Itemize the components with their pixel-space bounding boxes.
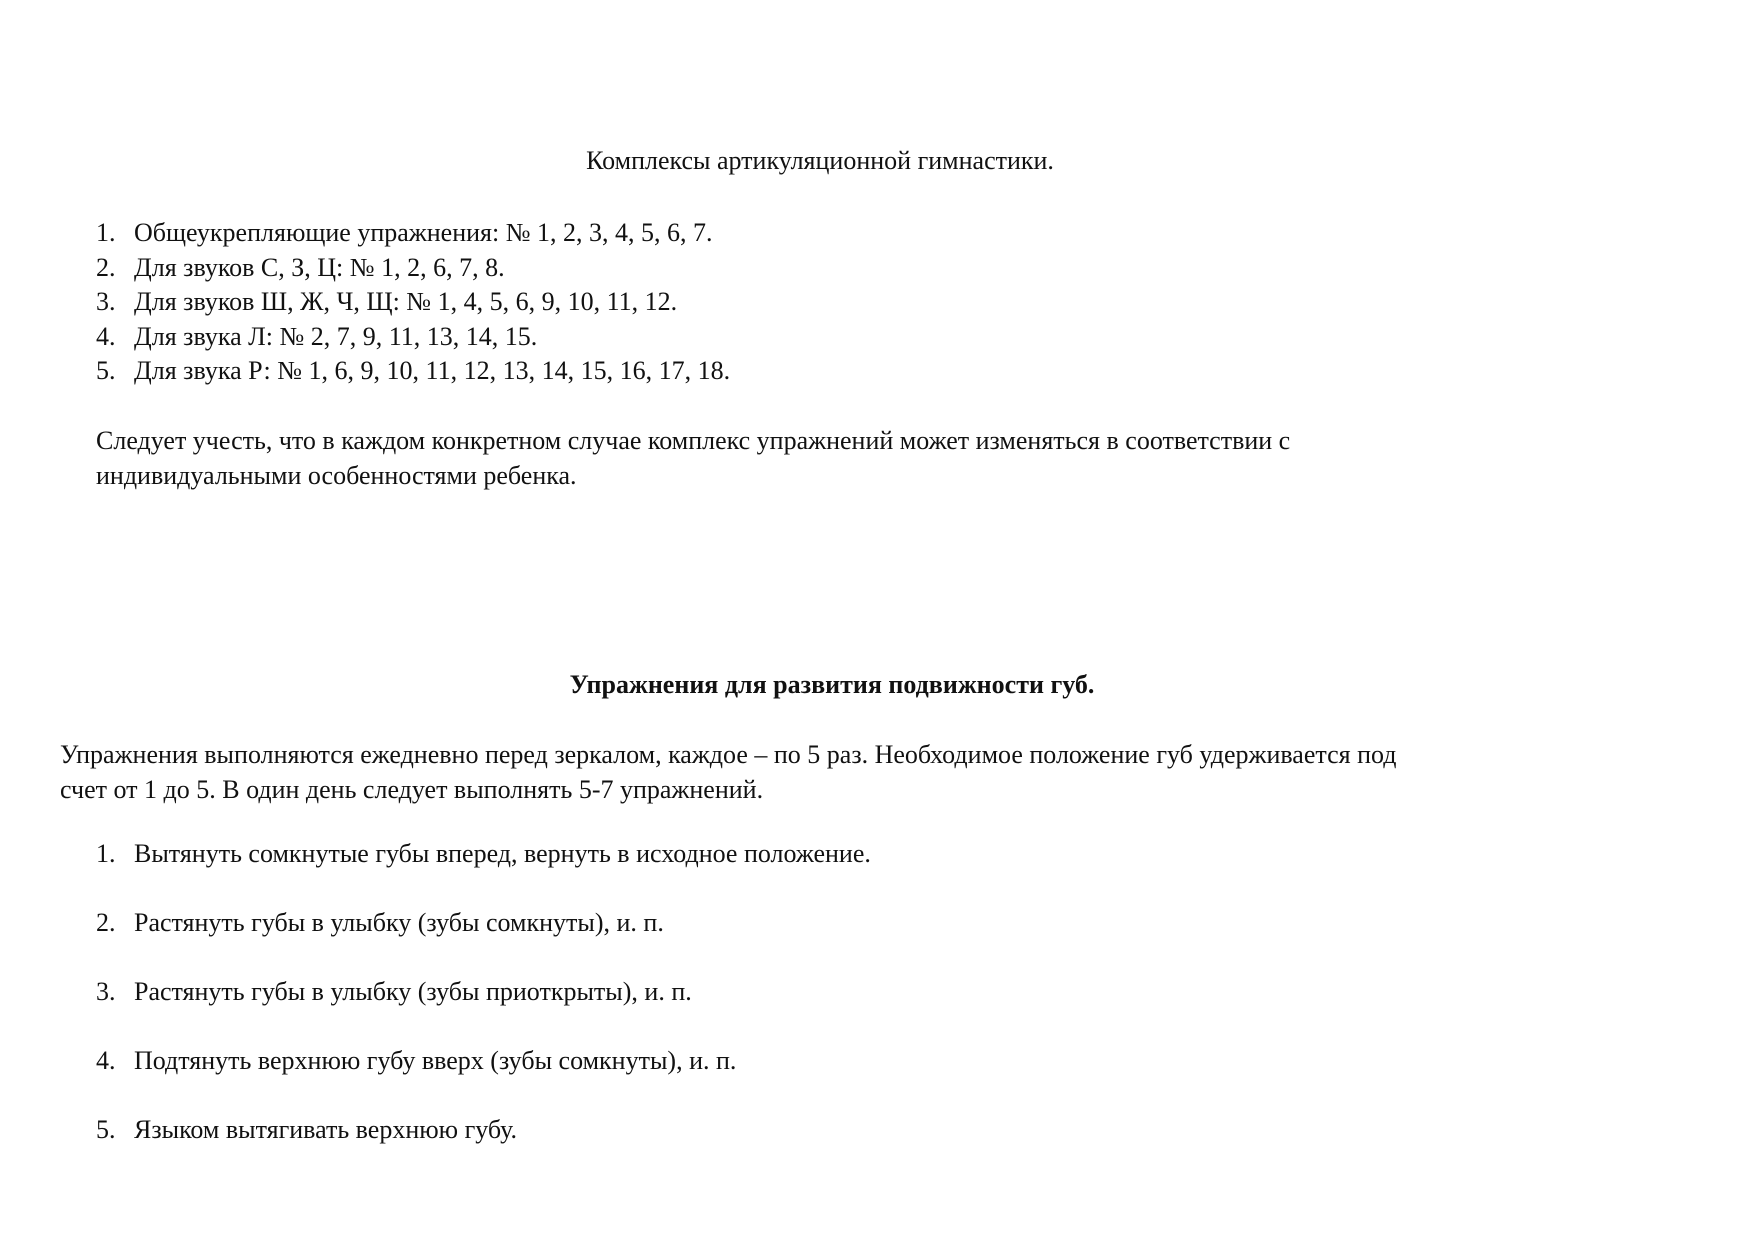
list-item-text: Подтянуть верхнюю губу вверх (зубы сомкнуты), и. п. bbox=[134, 1046, 737, 1075]
intro-line: Упражнения выполняются ежедневно перед зеркалом, каждое – по 5 раз. Необходимое положение губ удерживается под bbox=[60, 740, 1397, 769]
list-item bbox=[96, 1113, 871, 1182]
list-item bbox=[96, 216, 730, 251]
list-item bbox=[96, 354, 730, 389]
list-item-number: 2. bbox=[96, 252, 116, 282]
list-item bbox=[96, 320, 730, 355]
list-item bbox=[96, 1044, 871, 1113]
lip-exercises-list bbox=[96, 837, 871, 1182]
list-item-number: 4. bbox=[96, 321, 116, 351]
list-item bbox=[96, 285, 730, 320]
list-item bbox=[96, 975, 871, 1044]
list-item-number: 2. bbox=[96, 908, 116, 937]
section-title-lip-exercises: Упражнения для развития подвижности губ. bbox=[569, 670, 1095, 699]
list-item-text: Для звука Р: № 1, 6, 9, 10, 11, 12, 13, 14, 15, 16, 17, 18. bbox=[134, 356, 731, 385]
list-item-text: Для звуков Ш, Ж, Ч, Щ: № 1, 4, 5, 6, 9, 10, 11, 12. bbox=[134, 287, 678, 316]
list-item-number: 5. bbox=[96, 1115, 116, 1144]
list-item bbox=[96, 251, 730, 286]
complexes-list bbox=[96, 216, 730, 389]
list-item-text: Растянуть губы в улыбку (зубы сомкнуты), и. п. bbox=[134, 908, 664, 937]
complexes-note bbox=[96, 423, 1656, 493]
list-item-text: Общеукрепляющие упражнения: № 1, 2, 3, 4, 5, 6, 7. bbox=[134, 218, 713, 247]
section-title-articulation-complexes: Комплексы артикуляционной гимнастики. bbox=[586, 146, 1054, 175]
list-item bbox=[96, 837, 871, 906]
list-item-text: Для звука Л: № 2, 7, 9, 11, 13, 14, 15. bbox=[134, 321, 538, 351]
list-item-number: 5. bbox=[96, 356, 116, 385]
list-item-text: Растянуть губы в улыбку (зубы приоткрыты), и. п. bbox=[134, 977, 692, 1006]
list-item-number: 1. bbox=[96, 218, 116, 247]
list-item-text: Языком вытягивать верхнюю губу. bbox=[134, 1115, 518, 1144]
list-item-number: 3. bbox=[96, 977, 116, 1006]
note-line: индивидуальными особенностями ребенка. bbox=[96, 461, 577, 490]
list-item-number: 4. bbox=[96, 1046, 116, 1075]
note-line: Следует учесть, что в каждом конкретном случае комплекс упражнений может изменяться в соответствии с bbox=[96, 426, 1291, 455]
list-item-text: Для звуков С, З, Ц: № 1, 2, 6, 7, 8. bbox=[134, 252, 505, 282]
list-item-number: 3. bbox=[96, 287, 116, 316]
list-item bbox=[96, 906, 871, 975]
list-item-text: Вытянуть сомкнутые губы вперед, вернуть в исходное положение. bbox=[134, 839, 871, 868]
intro-line: счет от 1 до 5. В один день следует выполнять 5-7 упражнений. bbox=[60, 775, 764, 804]
list-item-number: 1. bbox=[96, 839, 116, 868]
lip-exercises-intro bbox=[60, 737, 1700, 807]
